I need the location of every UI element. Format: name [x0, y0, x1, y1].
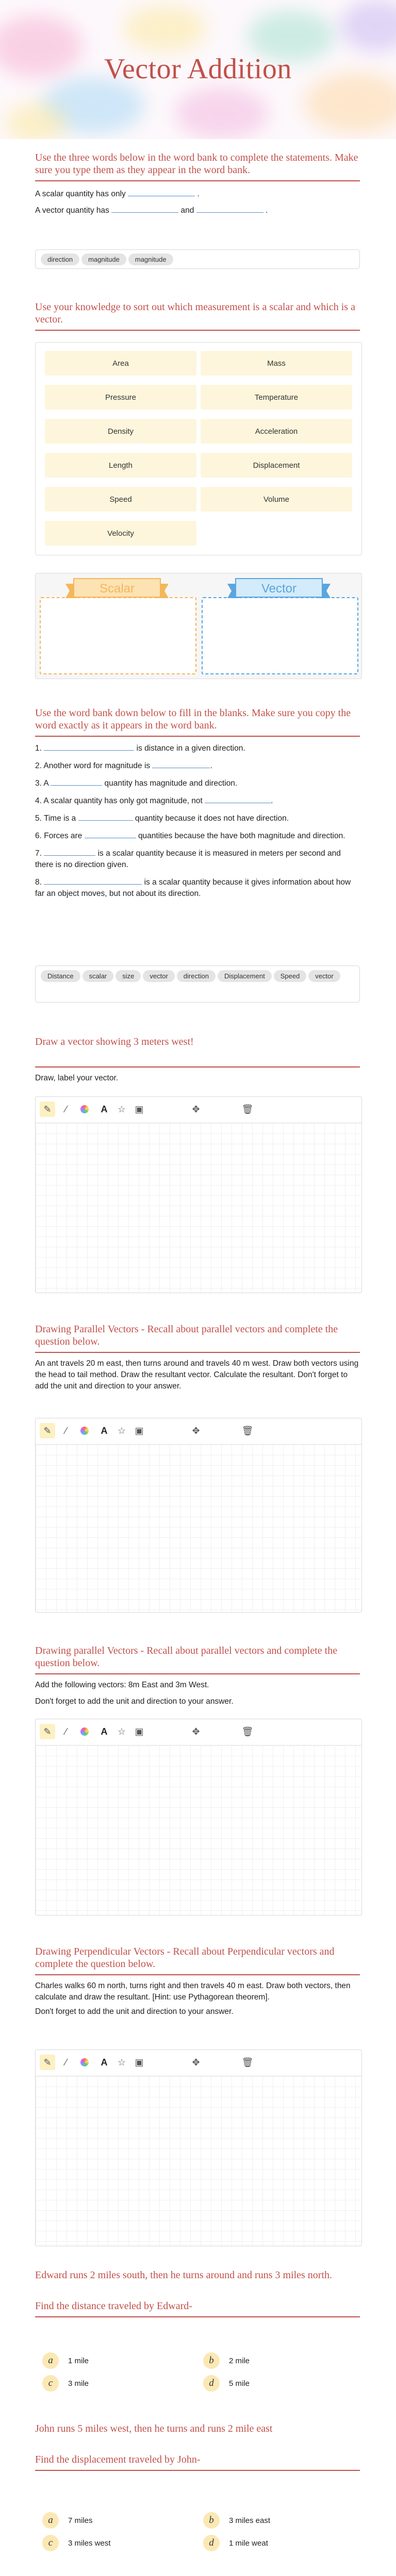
- question-1: [35, 743, 360, 754]
- option-letter: a: [42, 2352, 59, 2369]
- answer-blank[interactable]: [44, 743, 134, 751]
- section-heading: Use the word bank down below to fill in the blanks. Make sure you copy the word exactly as it appears in the word bank.: [35, 707, 351, 731]
- section-sort: [35, 301, 360, 331]
- question-text: 4. A scalar quantity has only got magnitude, not: [35, 796, 203, 805]
- drawing-toolbar: [36, 1719, 361, 1745]
- answer-blank[interactable]: [78, 813, 133, 821]
- draw-prompt: Charles walks 60 m north, turns right and then travels 40 m east. Draw both vectors, then calculate and draw the resultant. [Hint: use Pythagorean theorem].: [35, 1981, 351, 2002]
- star-icon[interactable]: ☆: [117, 1104, 126, 1114]
- word-chip[interactable]: direction: [177, 970, 216, 982]
- section-draw-west: [35, 1036, 360, 1084]
- question-text: is a scalar quantity because it gives information about how far an object moves, but not about its direction.: [35, 878, 351, 898]
- scenario-text: John runs 5 miles west, then he turns and runs 2 mile east: [35, 2423, 273, 2434]
- image-icon[interactable]: ▣: [135, 1104, 144, 1114]
- drawing-toolbar: [36, 1097, 361, 1123]
- section-fill-statements: [35, 151, 360, 216]
- text-icon[interactable]: A: [101, 1425, 108, 1436]
- word-bank: [35, 249, 360, 269]
- option-text: 5 mile: [229, 2379, 250, 2388]
- star-icon[interactable]: ☆: [117, 2057, 126, 2067]
- move-icon[interactable]: ✥: [192, 2057, 200, 2067]
- sort-item[interactable]: Velocity: [45, 521, 196, 546]
- question-text: 5. Time is a: [35, 814, 76, 823]
- option-letter: b: [203, 2352, 220, 2369]
- answer-blank[interactable]: [51, 778, 102, 786]
- question-text: quantity has magnitude and direction.: [104, 779, 238, 788]
- trash-icon[interactable]: 🗑: [241, 1726, 254, 1737]
- question-2: [35, 760, 360, 772]
- option-c[interactable]: [42, 2535, 111, 2551]
- answer-blank[interactable]: [128, 189, 195, 196]
- word-chip[interactable]: magnitude: [81, 253, 126, 265]
- answer-blank[interactable]: [196, 205, 263, 213]
- divider: [35, 1352, 360, 1353]
- answer-blank[interactable]: [85, 831, 136, 838]
- divider: [35, 1673, 360, 1674]
- option-letter: c: [42, 2375, 59, 2392]
- statement-text: and: [180, 206, 194, 215]
- sort-item[interactable]: Speed: [45, 487, 196, 512]
- statement-text: .: [197, 190, 200, 198]
- question-text: 6. Forces are: [35, 832, 82, 840]
- drawing-grid[interactable]: [36, 1123, 361, 1293]
- header-banner: [0, 0, 396, 139]
- answer-blank[interactable]: [152, 760, 210, 768]
- option-text: 3 miles east: [229, 2516, 271, 2525]
- sort-items-box: [35, 342, 362, 555]
- text-icon[interactable]: A: [101, 2057, 108, 2067]
- section-john: [35, 2422, 360, 2471]
- color-wheel-icon[interactable]: [77, 2055, 92, 2070]
- question-text: .: [271, 796, 273, 805]
- sort-item[interactable]: Area: [45, 351, 196, 376]
- option-letter: d: [203, 2375, 220, 2392]
- statement-1: [35, 189, 360, 200]
- question-text: 2. Another word for magnitude is: [35, 761, 151, 770]
- section-heading: Use your knowledge to sort out which measurement is a scalar and which is a vector.: [35, 301, 355, 325]
- question-7: [35, 848, 360, 871]
- draw-prompt: Don't forget to add the unit and direction to your answer.: [35, 1697, 234, 1706]
- drawing-grid[interactable]: [36, 1445, 361, 1612]
- sort-buckets: [35, 573, 362, 679]
- page-title: Vector Addition: [104, 53, 292, 85]
- drawing-canvas[interactable]: [35, 1096, 362, 1293]
- question-text: quantity because it does not have direction.: [135, 814, 289, 823]
- pencil-icon[interactable]: ✎: [40, 1423, 55, 1438]
- section-heading: Drawing Perpendicular Vectors - Recall about Perpendicular vectors and complete the question below.: [35, 1946, 335, 1970]
- question-text: quantities because the have both magnitude and direction.: [138, 832, 345, 840]
- question-text: is a scalar quantity because it is measured in meters per second and there is no direction given.: [35, 849, 341, 869]
- draw-prompt: Add the following vectors: 8m East and 3m West.: [35, 1681, 209, 1689]
- option-text: 3 mile: [68, 2379, 89, 2388]
- sort-item[interactable]: Pressure: [45, 385, 196, 410]
- trash-icon[interactable]: 🗑: [241, 2057, 254, 2067]
- option-text: 1 mile: [68, 2356, 89, 2365]
- sort-item[interactable]: Volume: [201, 487, 352, 512]
- word-chip[interactable]: magnitude: [128, 253, 173, 265]
- answer-blank[interactable]: [205, 795, 271, 803]
- pencil-icon[interactable]: ✎: [40, 2055, 55, 2070]
- statement-text: A vector quantity has: [35, 206, 109, 215]
- bucket-scalar[interactable]: [40, 597, 196, 674]
- option-c[interactable]: [42, 2375, 89, 2392]
- drawing-toolbar: [36, 2050, 361, 2076]
- statement-text: A scalar quantity has only: [35, 190, 126, 198]
- word-chip[interactable]: Speed: [274, 970, 307, 982]
- text-icon[interactable]: A: [101, 1104, 108, 1114]
- highlighter-icon[interactable]: ⁄: [65, 1726, 67, 1737]
- section-parallel-1: [35, 1323, 360, 1392]
- move-icon[interactable]: ✥: [192, 1104, 200, 1114]
- trash-icon[interactable]: 🗑: [241, 1104, 254, 1114]
- sort-item[interactable]: Mass: [201, 351, 352, 376]
- bucket-vector-label: [227, 578, 331, 600]
- divider: [35, 330, 360, 331]
- drawing-toolbar: [36, 1418, 361, 1445]
- option-letter: b: [203, 2512, 220, 2529]
- drawing-canvas[interactable]: [35, 1418, 362, 1613]
- statement-text: .: [266, 206, 268, 215]
- question-8: [35, 877, 360, 900]
- image-icon[interactable]: ▣: [135, 2057, 144, 2067]
- word-chip[interactable]: vector: [143, 970, 174, 982]
- option-text: 7 miles: [68, 2516, 93, 2525]
- highlighter-icon[interactable]: ⁄: [65, 1104, 67, 1114]
- draw-prompt: An ant travels 20 m east, then turns around and travels 40 m west. Draw both vectors using the head to tail method. Draw the resultant vector. Calculate the resultant. Don't forget to add the unit and direction to your answer.: [35, 1359, 359, 1391]
- word-chip[interactable]: size: [116, 970, 141, 982]
- section-parallel-2: [35, 1645, 360, 1707]
- option-text: 2 mile: [229, 2356, 250, 2365]
- answer-blank[interactable]: [111, 205, 178, 213]
- image-icon[interactable]: ▣: [135, 1726, 144, 1737]
- word-bank: [35, 965, 360, 1003]
- sort-item[interactable]: Displacement: [201, 453, 352, 478]
- divider: [35, 1066, 360, 1067]
- word-chip[interactable]: Distance: [41, 970, 80, 982]
- section-heading: Drawing parallel Vectors - Recall about parallel vectors and complete the question below.: [35, 1645, 338, 1669]
- question-6: [35, 831, 360, 842]
- color-wheel-icon[interactable]: [77, 1101, 92, 1117]
- sort-item[interactable]: Temperature: [201, 385, 352, 410]
- question-text: 3. A: [35, 779, 48, 788]
- trash-icon[interactable]: 🗑: [241, 1425, 254, 1436]
- draw-prompt: Don't forget to add the unit and direction to your answer.: [35, 2007, 234, 2016]
- highlighter-icon[interactable]: ⁄: [65, 1425, 67, 1436]
- option-a[interactable]: [42, 2512, 93, 2529]
- drawing-grid[interactable]: [36, 2076, 361, 2246]
- question-text: 7.: [35, 849, 42, 858]
- option-letter: a: [42, 2512, 59, 2529]
- sort-item[interactable]: Length: [45, 453, 196, 478]
- section-heading: Find the displacement traveled by John-: [35, 2454, 201, 2465]
- drawing-canvas[interactable]: [35, 2049, 362, 2246]
- question-text: is distance in a given direction.: [136, 744, 245, 753]
- section-fill-blanks: [35, 707, 360, 900]
- word-chip[interactable]: vector: [308, 970, 340, 982]
- divider: [35, 2470, 360, 2471]
- move-icon[interactable]: ✥: [192, 1726, 200, 1737]
- drawing-grid[interactable]: [36, 1745, 361, 1915]
- color-wheel-icon[interactable]: [77, 1423, 92, 1438]
- bucket-scalar-label: [65, 578, 169, 600]
- question-4: [35, 795, 360, 807]
- star-icon[interactable]: ☆: [117, 1425, 126, 1436]
- section-heading: Use the three words below in the word bank to complete the statements. Make sure you type them as they appear in the word bank.: [35, 152, 358, 176]
- section-edward: [35, 2269, 360, 2317]
- option-a[interactable]: [42, 2352, 89, 2369]
- option-d[interactable]: [203, 2535, 268, 2551]
- divider: [35, 2316, 360, 2317]
- bucket-title: Vector: [261, 582, 297, 596]
- bucket-title: Scalar: [99, 582, 135, 596]
- sort-item[interactable]: Acceleration: [201, 419, 352, 444]
- drawing-canvas[interactable]: [35, 1719, 362, 1916]
- highlighter-icon[interactable]: ⁄: [65, 2057, 67, 2067]
- divider: [35, 736, 360, 737]
- option-text: 3 miles west: [68, 2538, 111, 2548]
- bucket-vector[interactable]: [202, 597, 358, 674]
- scenario-text: Edward runs 2 miles south, then he turns around and runs 3 miles north.: [35, 2269, 333, 2281]
- word-chip[interactable]: direction: [41, 253, 79, 265]
- draw-prompt: Draw, label your vector.: [35, 1074, 119, 1082]
- option-b[interactable]: [203, 2512, 270, 2529]
- word-chip[interactable]: scalar: [82, 970, 114, 982]
- word-chip[interactable]: Displacement: [218, 970, 272, 982]
- statement-2: [35, 205, 360, 216]
- question-text: 8.: [35, 878, 42, 887]
- option-d[interactable]: [203, 2375, 250, 2392]
- answer-blank[interactable]: [44, 848, 95, 856]
- text-icon[interactable]: A: [101, 1726, 108, 1737]
- pencil-icon[interactable]: ✎: [40, 1724, 55, 1739]
- section-heading: Drawing Parallel Vectors - Recall about parallel vectors and complete the question below.: [35, 1324, 338, 1347]
- question-text: .: [210, 761, 212, 770]
- pencil-icon[interactable]: ✎: [40, 1101, 55, 1117]
- divider: [35, 1974, 360, 1975]
- question-3: [35, 778, 360, 789]
- star-icon[interactable]: ☆: [117, 1726, 126, 1737]
- image-icon[interactable]: ▣: [135, 1425, 144, 1436]
- sort-item[interactable]: Density: [45, 419, 196, 444]
- option-letter: c: [42, 2535, 59, 2551]
- divider: [35, 180, 360, 181]
- answer-blank[interactable]: [44, 877, 142, 885]
- option-letter: d: [203, 2535, 220, 2551]
- section-heading: Find the distance traveled by Edward-: [35, 2300, 192, 2312]
- option-b[interactable]: [203, 2352, 250, 2369]
- question-text: 1.: [35, 744, 42, 753]
- move-icon[interactable]: ✥: [192, 1425, 200, 1436]
- section-heading: Draw a vector showing 3 meters west!: [35, 1036, 194, 1047]
- color-wheel-icon[interactable]: [77, 1724, 92, 1739]
- section-perpendicular: [35, 1945, 360, 2018]
- option-text: 1 mile weat: [229, 2538, 268, 2548]
- question-5: [35, 813, 360, 824]
